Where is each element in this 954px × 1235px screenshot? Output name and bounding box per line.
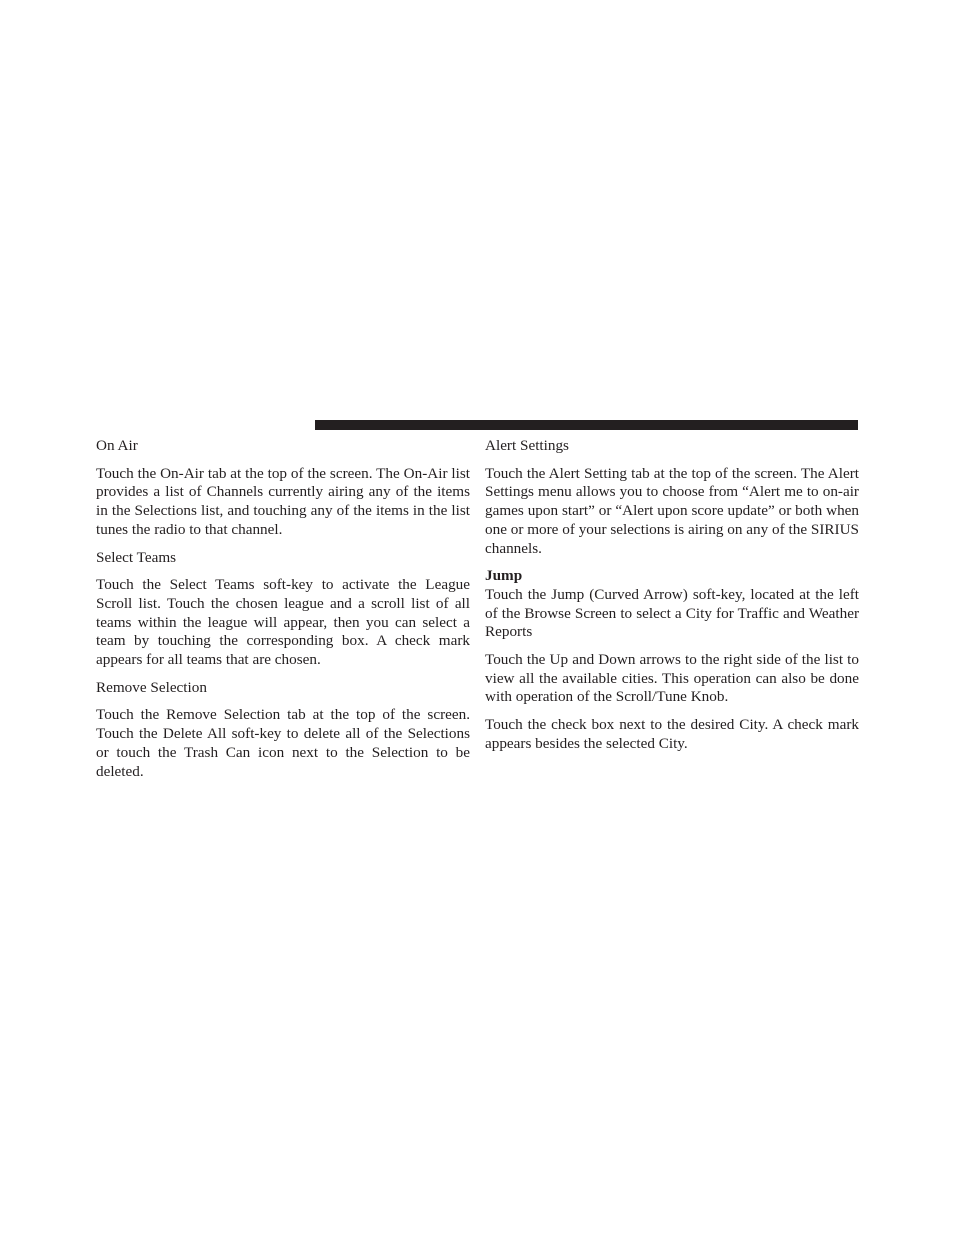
left-column [96, 437, 470, 790]
header-rule [315, 420, 858, 430]
jump-body-2: Touch the Up and Down arrows to the right side of the list to view all the available cities. This operation can also be done with operation of the Scroll/Tune Knob. [485, 651, 859, 706]
alert-settings-body: Touch the Alert Setting tab at the top of the screen. The Alert Settings menu allows you to choose from “Alert me to on-air games upon start” or “Alert upon score update” or both when one or more of your selections is airing on any of the SIRIUS channels. [485, 464, 859, 557]
right-column [485, 437, 859, 763]
on-air-body: Touch the On-Air tab at the top of the screen. The On-Air list provides a list of Channels currently airing any of the items in the Selections list, and touching any of the items in the list tunes the radio to that channel. [96, 464, 470, 538]
jump-body-1: Touch the Jump (Curved Arrow) soft-key, located at the left of the Browse Screen to select a City for Traffic and Weather Reports [485, 585, 859, 641]
alert-settings-heading: Alert Settings [485, 437, 569, 454]
remove-selection-body: Touch the Remove Selection tab at the top of the screen. Touch the Delete All soft-key to delete all of the Selections or touch the Trash Can icon next to the Selection to be deleted. [96, 706, 470, 780]
select-teams-body: Touch the Select Teams soft-key to activate the League Scroll list. Touch the chosen league and a scroll list of all teams within the league will appear, then you can select a team by touching the corresponding box. A check mark appears for all teams that are chosen. [96, 576, 470, 669]
on-air-heading: On Air [96, 437, 138, 454]
remove-selection-heading: Remove Selection [96, 678, 207, 696]
jump-body-3: Touch the check box next to the desired City. A check mark appears besides the selected City. [485, 716, 859, 752]
jump-heading: Jump [485, 567, 523, 585]
select-teams-heading: Select Teams [96, 548, 177, 566]
